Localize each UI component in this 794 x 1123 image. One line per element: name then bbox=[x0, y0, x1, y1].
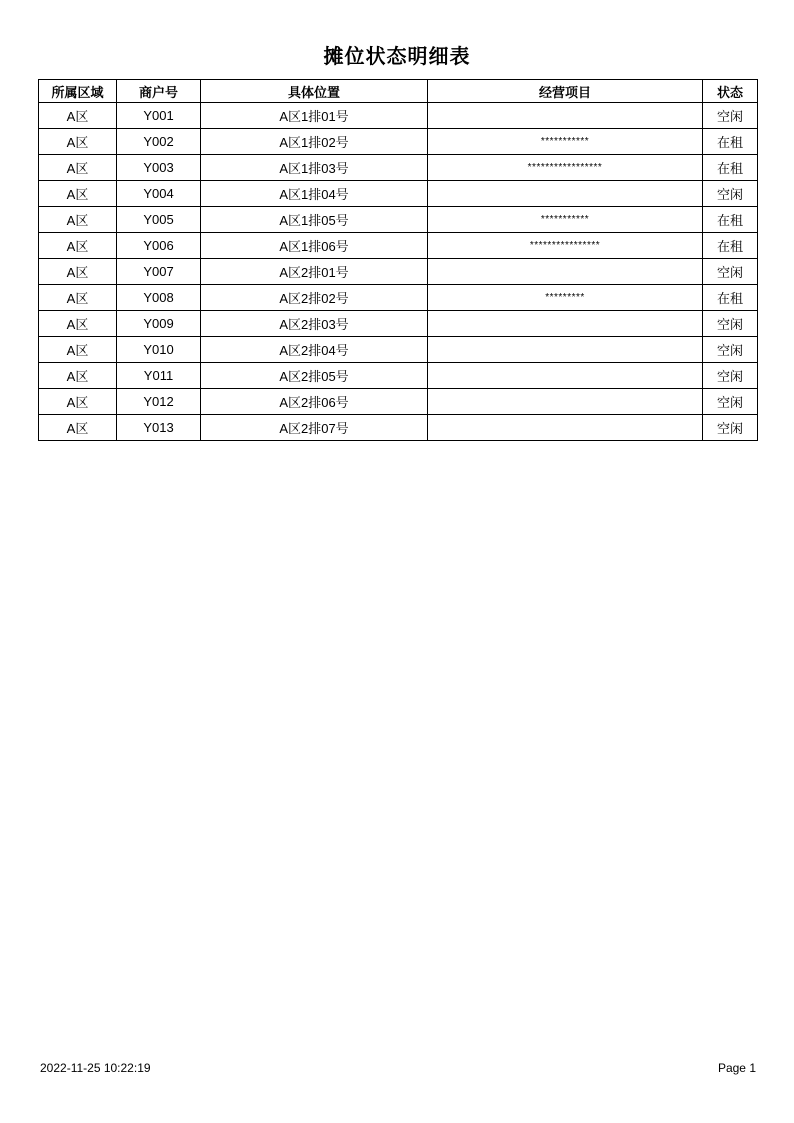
table-row bbox=[39, 129, 758, 155]
table-row bbox=[39, 155, 758, 181]
header-location: 具体位置 bbox=[201, 80, 428, 103]
cell-location: A区1排06号 bbox=[201, 233, 428, 259]
cell-location: A区1排01号 bbox=[201, 103, 428, 129]
cell-merchant-no: Y013 bbox=[117, 415, 201, 441]
cell-area: A区 bbox=[39, 363, 117, 389]
cell-area: A区 bbox=[39, 389, 117, 415]
cell-business: **************** bbox=[428, 233, 703, 259]
cell-business: ***************** bbox=[428, 155, 703, 181]
cell-business bbox=[428, 363, 703, 389]
cell-merchant-no: Y006 bbox=[117, 233, 201, 259]
cell-merchant-no: Y011 bbox=[117, 363, 201, 389]
table-row bbox=[39, 363, 758, 389]
cell-area: A区 bbox=[39, 259, 117, 285]
table-row bbox=[39, 207, 758, 233]
table-header-row bbox=[39, 80, 758, 103]
page-number: Page 1 bbox=[717, 1061, 756, 1075]
cell-area: A区 bbox=[39, 285, 117, 311]
cell-location: A区1排03号 bbox=[201, 155, 428, 181]
table-row bbox=[39, 181, 758, 207]
cell-business bbox=[428, 181, 703, 207]
cell-merchant-no: Y004 bbox=[117, 181, 201, 207]
cell-status: 空闲 bbox=[703, 311, 758, 337]
cell-merchant-no: Y001 bbox=[117, 103, 201, 129]
cell-business bbox=[428, 389, 703, 415]
table-row bbox=[39, 285, 758, 311]
table-row bbox=[39, 103, 758, 129]
cell-location: A区2排03号 bbox=[201, 311, 428, 337]
table-row bbox=[39, 337, 758, 363]
cell-business: *********** bbox=[428, 129, 703, 155]
cell-location: A区2排01号 bbox=[201, 259, 428, 285]
cell-status: 空闲 bbox=[703, 337, 758, 363]
cell-merchant-no: Y003 bbox=[117, 155, 201, 181]
cell-status: 空闲 bbox=[703, 103, 758, 129]
cell-merchant-no: Y010 bbox=[117, 337, 201, 363]
cell-location: A区2排06号 bbox=[201, 389, 428, 415]
cell-business: *********** bbox=[428, 207, 703, 233]
table-row bbox=[39, 233, 758, 259]
header-business: 经营项目 bbox=[428, 80, 703, 103]
report-title: 摊位状态明细表 bbox=[323, 44, 471, 68]
cell-status: 在租 bbox=[703, 129, 758, 155]
cell-area: A区 bbox=[39, 181, 117, 207]
table-row bbox=[39, 389, 758, 415]
table-row bbox=[39, 259, 758, 285]
cell-merchant-no: Y012 bbox=[117, 389, 201, 415]
cell-status: 空闲 bbox=[703, 415, 758, 441]
cell-area: A区 bbox=[39, 129, 117, 155]
cell-status: 空闲 bbox=[703, 363, 758, 389]
cell-merchant-no: Y009 bbox=[117, 311, 201, 337]
cell-status: 空闲 bbox=[703, 181, 758, 207]
print-timestamp: 2022-11-25 10:22:19 bbox=[40, 1061, 151, 1075]
cell-status: 空闲 bbox=[703, 389, 758, 415]
cell-location: A区2排04号 bbox=[201, 337, 428, 363]
stall-status-table bbox=[38, 79, 758, 441]
header-status: 状态 bbox=[703, 80, 758, 103]
cell-area: A区 bbox=[39, 311, 117, 337]
cell-area: A区 bbox=[39, 415, 117, 441]
cell-business bbox=[428, 103, 703, 129]
cell-business bbox=[428, 259, 703, 285]
cell-status: 在租 bbox=[703, 155, 758, 181]
cell-merchant-no: Y002 bbox=[117, 129, 201, 155]
table-body bbox=[39, 103, 758, 441]
cell-location: A区1排05号 bbox=[201, 207, 428, 233]
cell-merchant-no: Y007 bbox=[117, 259, 201, 285]
cell-location: A区2排07号 bbox=[201, 415, 428, 441]
cell-business bbox=[428, 415, 703, 441]
cell-location: A区1排04号 bbox=[201, 181, 428, 207]
cell-area: A区 bbox=[39, 233, 117, 259]
cell-status: 在租 bbox=[703, 207, 758, 233]
header-merchant-no: 商户号 bbox=[117, 80, 201, 103]
cell-merchant-no: Y008 bbox=[117, 285, 201, 311]
cell-status: 空闲 bbox=[703, 259, 758, 285]
cell-business bbox=[428, 337, 703, 363]
cell-location: A区2排02号 bbox=[201, 285, 428, 311]
cell-status: 在租 bbox=[703, 285, 758, 311]
cell-area: A区 bbox=[39, 155, 117, 181]
table-row bbox=[39, 311, 758, 337]
cell-area: A区 bbox=[39, 207, 117, 233]
header-area: 所属区域 bbox=[39, 80, 117, 103]
cell-business: ********* bbox=[428, 285, 703, 311]
cell-area: A区 bbox=[39, 337, 117, 363]
cell-location: A区1排02号 bbox=[201, 129, 428, 155]
table-row bbox=[39, 415, 758, 441]
cell-merchant-no: Y005 bbox=[117, 207, 201, 233]
cell-location: A区2排05号 bbox=[201, 363, 428, 389]
cell-status: 在租 bbox=[703, 233, 758, 259]
cell-business bbox=[428, 311, 703, 337]
cell-area: A区 bbox=[39, 103, 117, 129]
